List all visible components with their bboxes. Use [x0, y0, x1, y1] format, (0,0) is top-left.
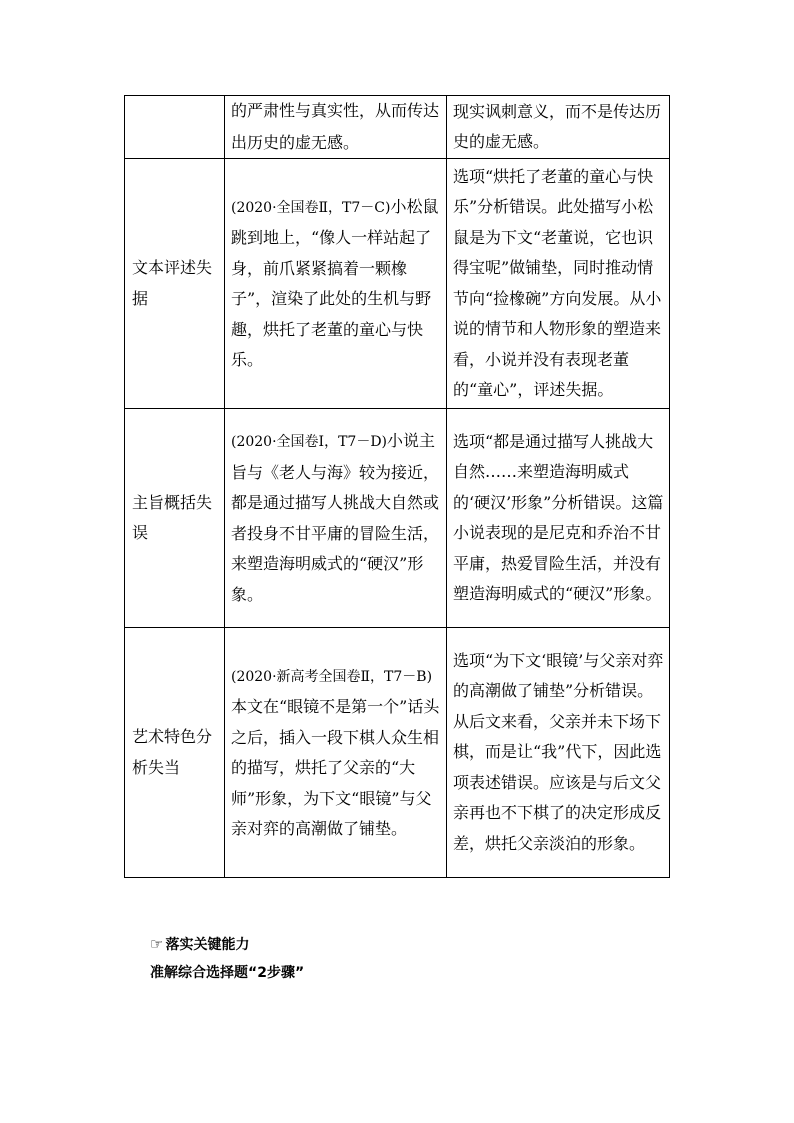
- analysis-text: 选项“为下文‘眼镜’与父亲对弈的高潮做了铺垫”分析错误。从后文来看，父亲并未下场下棋，而是让“我”代下，因此选项表述错误。应该是与后文父亲再也不下棋了的决定形成反差，烘托父亲淡泊的形象。: [453, 650, 664, 853]
- analysis-table: [124, 95, 670, 878]
- example-source: (2020·全国卷Ⅱ，T7－C): [231, 199, 391, 216]
- analysis-cell: [447, 159, 670, 409]
- analysis-cell: [447, 96, 670, 159]
- category-label: 主旨概括失误: [132, 492, 213, 542]
- pointing-hand-icon: ☞: [150, 935, 164, 953]
- example-text: [231, 426, 442, 610]
- section-subheading: [150, 962, 304, 984]
- table-row: [125, 409, 670, 628]
- example-text: [231, 661, 442, 845]
- table-row: [125, 628, 670, 878]
- example-text: [231, 96, 442, 158]
- example-body: 小松鼠跳到地上，“像人一样站起了身，前爪紧紧搞着一颗橡子”，渲染了此处的生机与野趣，烘托了老董的童心与快乐。: [231, 196, 439, 369]
- section-subheading-text: 准解综合选择题“2步骤”: [150, 965, 305, 981]
- example-cell: [225, 628, 447, 878]
- example-cell: [225, 159, 447, 409]
- analysis-text: 选项“烘托了老董的童心与快乐”分析错误。此处描写小松鼠是为下文“老董说，它也识得宝呢”做铺垫，同时推动情节向“捡橡碗”方向发展。从小说的情节和人物形象的塑造来看，小说并没有表现老董的“童心”，评述失据。: [453, 166, 662, 399]
- category-cell: [125, 96, 225, 159]
- analysis-cell: [447, 409, 670, 628]
- example-text: [231, 192, 442, 376]
- category-cell: [125, 159, 225, 409]
- example-body: 本文在“眼镜不是第一个”话头之后，插入一段下棋人众生相的描写，烘托了父亲的“大师”形象，为下文“眼镜”与父亲对弈的高潮做了铺垫。: [231, 697, 440, 838]
- example-source: (2020·新高考全国卷Ⅱ，T7－B): [231, 668, 433, 685]
- analysis-cell: [447, 628, 670, 878]
- example-cell: [225, 96, 447, 159]
- table-row: [125, 159, 670, 409]
- analysis-text: 选项“都是通过描写人挑战大自然……来塑造海明威式的‘硬汉’形象”分析错误。这篇小说表现的是尼克和乔治不甘平庸，热爱冒险生活，并没有塑造海明威式的“硬汉”形象。: [453, 431, 664, 603]
- section-heading: [150, 933, 249, 956]
- example-body: 的严肃性与真实性，从而传达出历史的虚无感。: [231, 101, 440, 152]
- analysis-text: 现实讽刺意义，而不是传达历史的虚无感。: [453, 101, 662, 151]
- category-cell: [125, 628, 225, 878]
- example-source: (2020·全国卷Ⅰ，T7－D): [231, 434, 388, 450]
- category-cell: [125, 409, 225, 628]
- section-heading-text: 落实关键能力: [165, 937, 250, 953]
- category-label: 艺术特色分析失当: [132, 727, 213, 777]
- example-cell: [225, 409, 447, 628]
- table-row: [125, 96, 670, 159]
- category-label: 文本评述失据: [132, 258, 213, 308]
- example-body: 小说主旨与《老人与海》较为接近，都是通过描写人挑战大自然或者投身不甘平庸的冒险生活，来塑造海明威式的“硬汉”形象。: [231, 431, 440, 604]
